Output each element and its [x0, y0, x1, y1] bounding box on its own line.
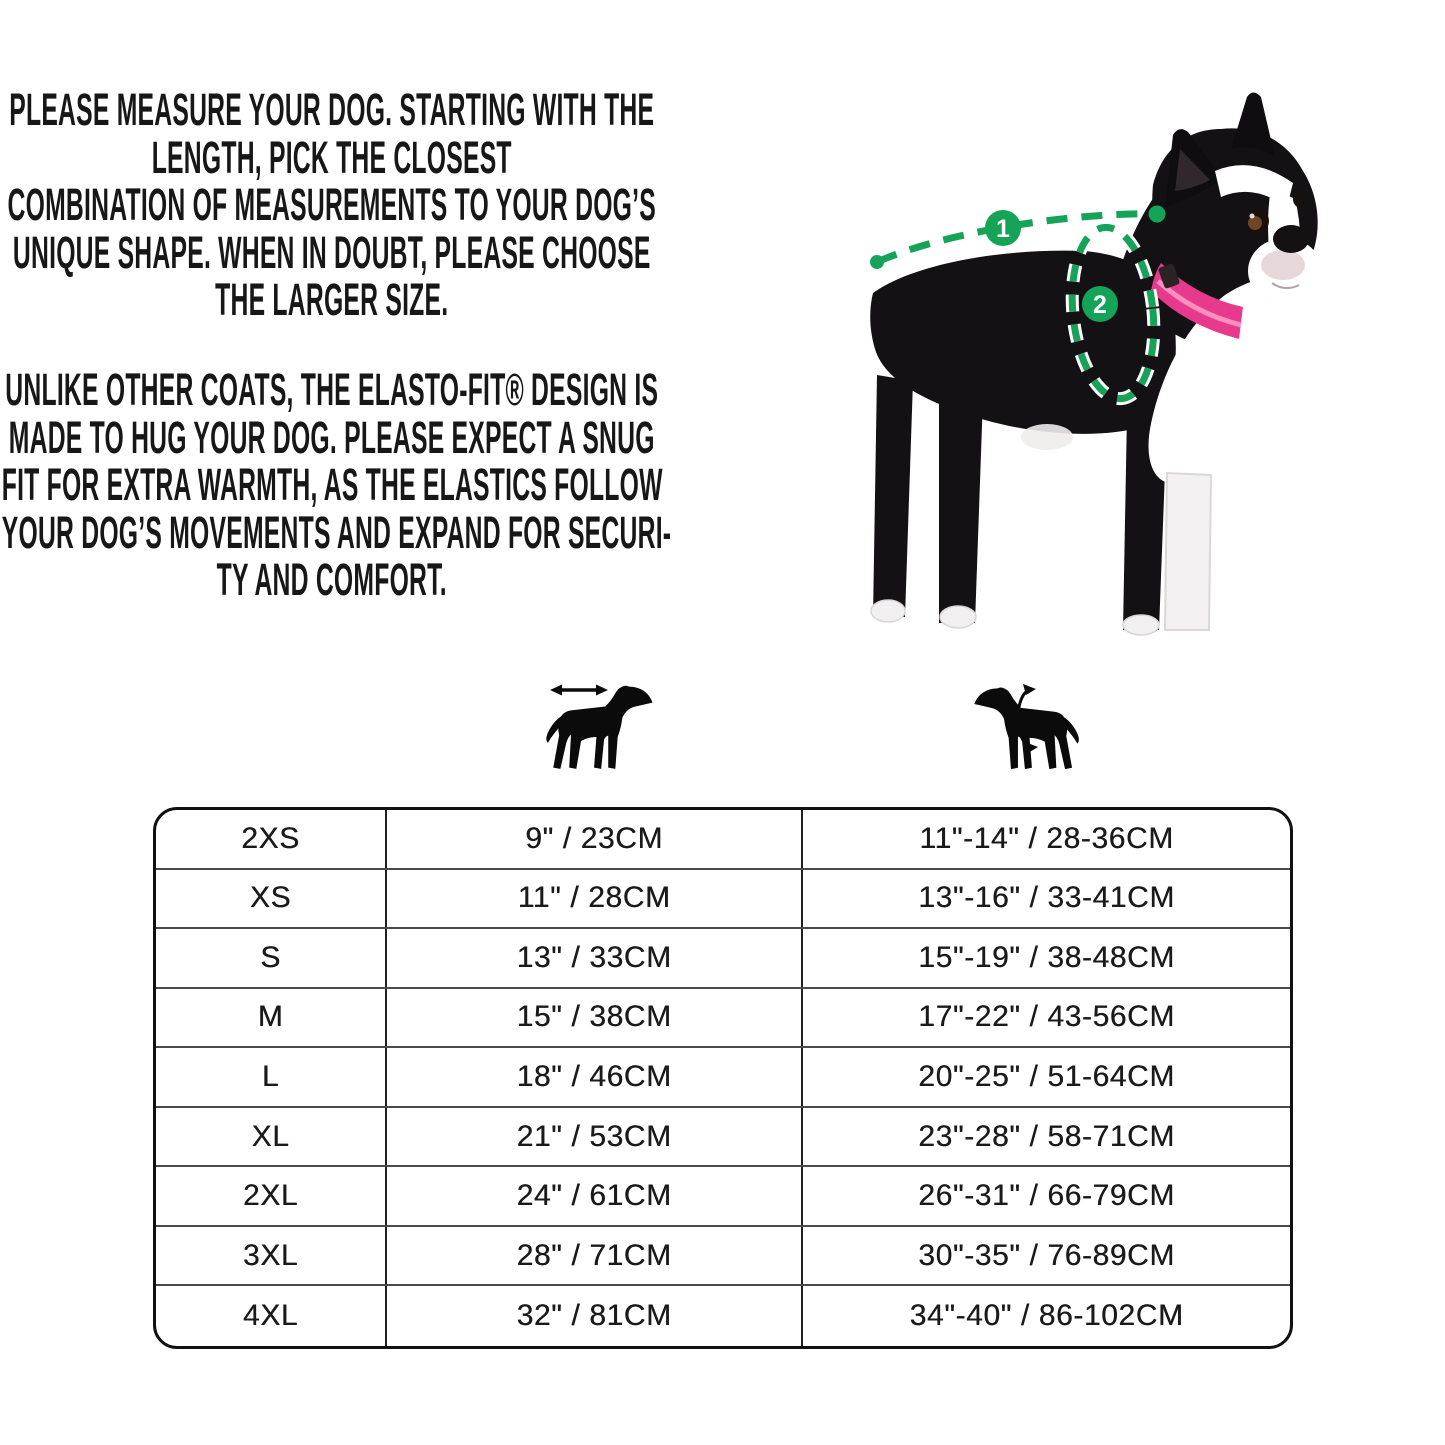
cell-length: 18" / 46CM [385, 1048, 801, 1106]
svg-text:1: 1 [996, 215, 1010, 243]
step-1-badge [985, 210, 1021, 246]
cell-girth: 23"-28" / 58-71CM [801, 1108, 1290, 1166]
dog-nose [1273, 225, 1309, 253]
table-row [156, 929, 1290, 989]
cell-girth: 30"-35" / 76-89CM [801, 1227, 1290, 1285]
dog-far-eye [1293, 191, 1305, 207]
cell-length: 21" / 53CM [385, 1108, 801, 1166]
svg-text:2: 2 [1093, 291, 1107, 319]
table-row [156, 989, 1290, 1049]
cell-size: L [261, 1059, 280, 1093]
cell-girth: 13"-16" / 33-41CM [801, 870, 1290, 928]
cell-length: 24" / 61CM [385, 1167, 801, 1225]
cell-size: M [257, 1000, 284, 1034]
table-row [156, 810, 1290, 870]
cell-size: S [260, 940, 281, 974]
intro-line: COMBINATION OF MEASUREMENTS TO YOUR DOG’S [7, 179, 656, 230]
intro-paragraph-2 [1, 364, 672, 605]
intro-line: FIT FOR EXTRA WARMTH, AS THE ELASTICS FOLLOW [1, 459, 663, 510]
table-row [156, 1227, 1290, 1287]
length-arrow-icon [544, 682, 614, 698]
cell-length: 28" / 71CM [385, 1227, 801, 1285]
cell-girth: 26"-31" / 66-79CM [801, 1167, 1290, 1225]
cell-size: XS [249, 881, 292, 915]
cell-girth: 11"-14" / 28-36CM [801, 810, 1290, 868]
table-row [156, 1048, 1290, 1108]
size-table [153, 807, 1293, 1349]
cell-size: 4XL [242, 1299, 299, 1333]
intro-paragraph-1 [2, 86, 662, 324]
cell-length: 13" / 33CM [385, 929, 801, 987]
cell-size: 2XL [242, 1179, 299, 1213]
step-2-badge [1082, 286, 1118, 322]
cell-size: 2XS [241, 821, 300, 855]
cell-girth: 34"-40" / 86-102CM [801, 1286, 1290, 1346]
intro-line: TY AND COMFORT. [216, 554, 447, 605]
intro-line: LENGTH, PICK THE CLOSEST [151, 131, 512, 183]
intro-line: MADE TO HUG YOUR DOG. PLEASE EXPECT A SNUG [8, 411, 655, 463]
cell-size: XL [251, 1119, 290, 1153]
table-row [156, 1108, 1290, 1168]
cell-length: 9" / 23CM [385, 810, 801, 868]
table-row [156, 1286, 1290, 1346]
table-row [156, 1167, 1290, 1227]
intro-line: THE LARGER SIZE. [215, 274, 449, 325]
intro-line: YOUR DOG’S MOVEMENTS AND EXPAND FOR SECURI- [1, 506, 672, 558]
intro-line: UNLIKE OTHER COATS, THE ELASTO-FIT® DESIGN IS [5, 364, 659, 415]
cell-girth: 20"-25" / 51-64CM [801, 1048, 1290, 1106]
girth-arrow-icon [1004, 684, 1048, 754]
cell-length: 32" / 81CM [385, 1286, 801, 1346]
intro-line: PLEASE MEASURE YOUR DOG. STARTING WITH THE [9, 84, 655, 135]
cell-length: 11" / 28CM [385, 870, 801, 928]
cell-size: 3XL [242, 1238, 299, 1272]
dog-near-ear [1231, 93, 1275, 158]
boston-terrier-photo [825, 85, 1405, 645]
intro-line: UNIQUE SHAPE. WHEN IN DOUBT, PLEASE CHOOSE [12, 226, 651, 278]
cell-girth: 17"-22" / 43-56CM [801, 989, 1290, 1047]
cell-length: 15" / 38CM [385, 989, 801, 1047]
cell-girth: 15"-19" / 38-48CM [801, 929, 1290, 987]
table-row [156, 870, 1290, 930]
